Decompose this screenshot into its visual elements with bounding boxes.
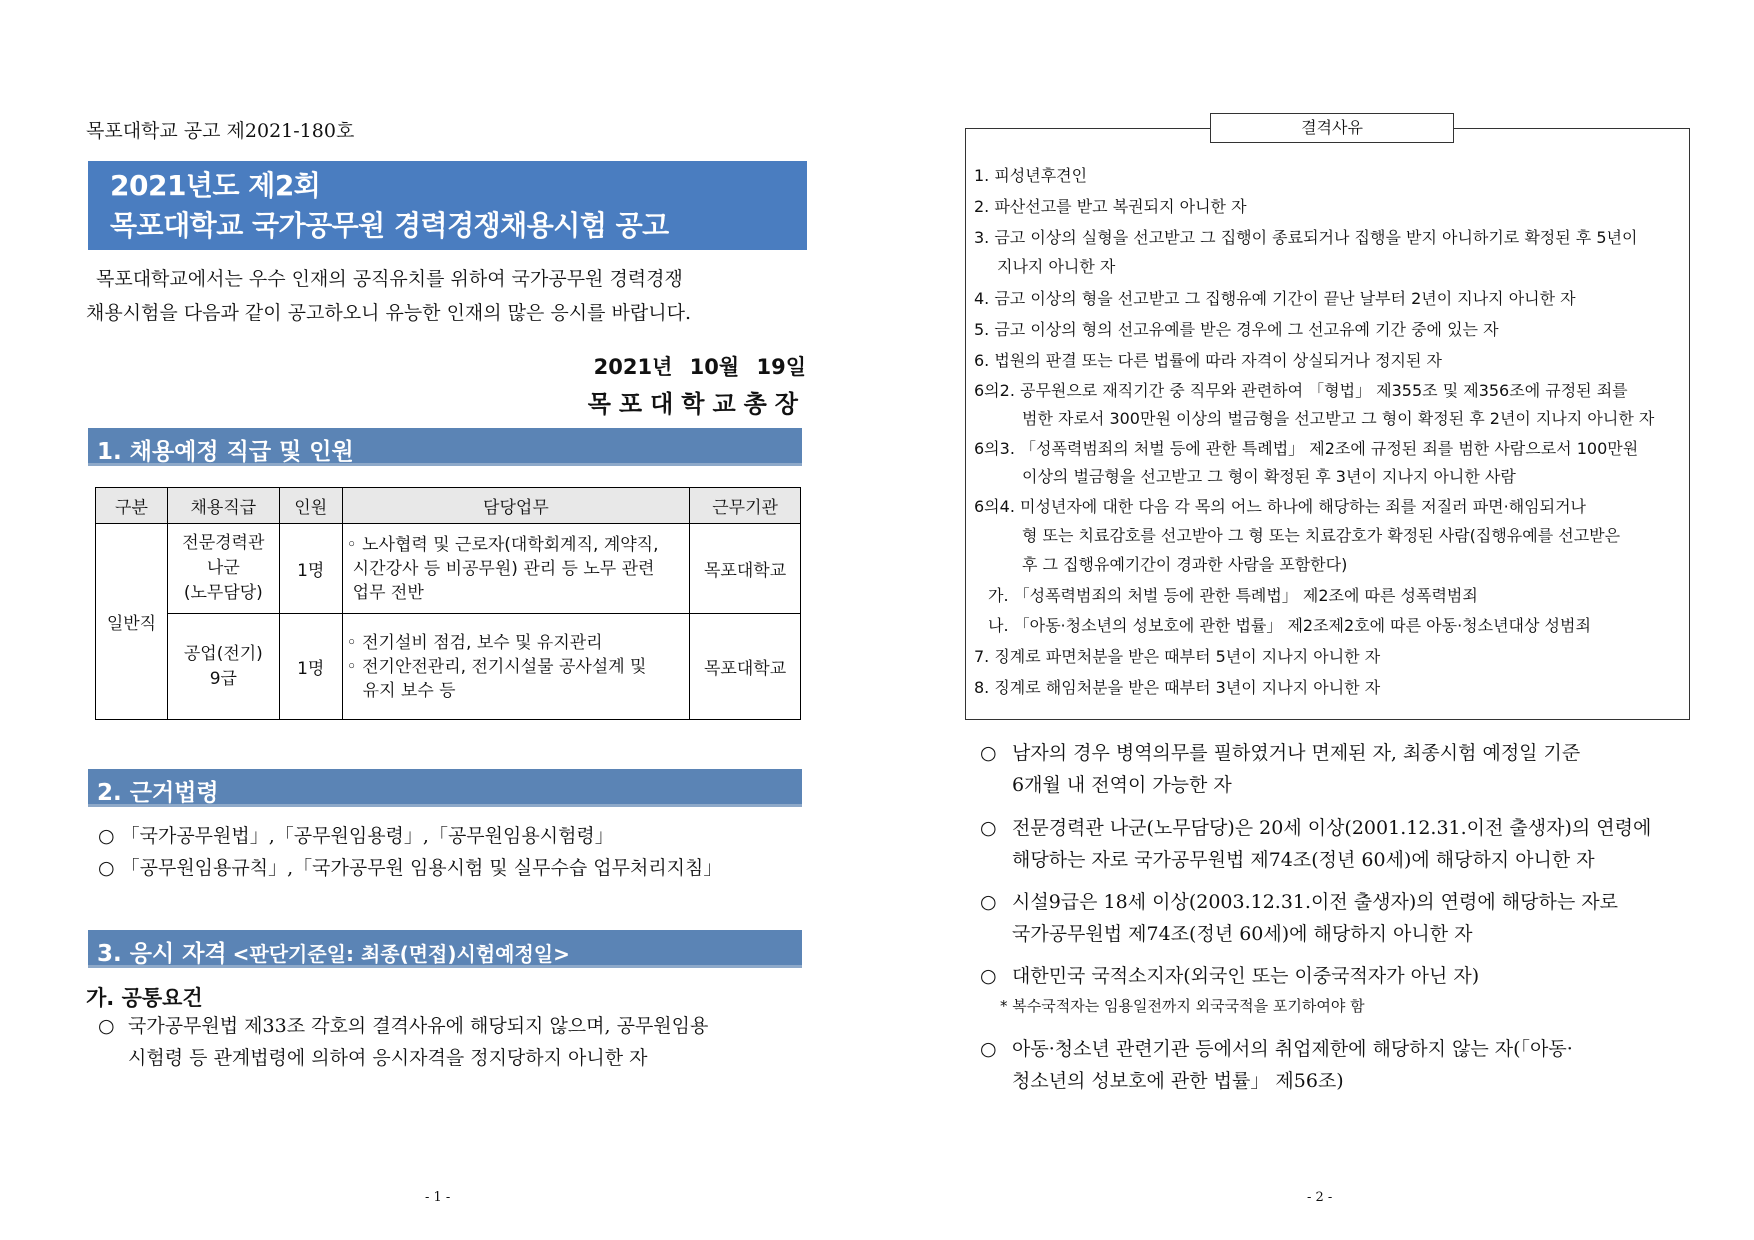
box-item: 4. 금고 이상의 형을 선고받고 그 집행유예 기간이 끝난 날부터 2년이 지나지 아니한 자 — [974, 289, 1576, 308]
table-header: 채용직급 — [167, 488, 279, 524]
subsection-a-title: 가. 공통요건 — [86, 986, 203, 1010]
intro-line-1: 목포대학교에서는 우수 인재의 공직유치를 위하여 국가공무원 경력경쟁 — [96, 268, 683, 290]
intro-paragraph — [86, 262, 806, 330]
age2-line-1: 시설9급은 18세 이상(2003.12.31.이전 출생자)의 연령에 해당하는 자로 — [1012, 891, 1618, 913]
box-item: 6의4. 미성년자에 대한 다음 각 목의 어느 하나에 해당하는 죄를 저질러 파면·해임되거나 — [974, 497, 1586, 516]
announcement-date: 2021년 10월 19일 — [593, 355, 806, 379]
count-cell: 1명 — [279, 524, 342, 614]
table-row — [96, 614, 801, 720]
box-item: 6의3. 「성폭력범죄의 처벌 등에 관한 특례법」 제2조에 규정된 죄를 범한 사람으로서 100만원 — [974, 439, 1639, 458]
box-item: 8. 징계로 해임처분을 받은 때부터 3년이 지나지 아니한 자 — [974, 678, 1381, 697]
section-1-header — [88, 428, 802, 466]
disqualification-box — [965, 128, 1690, 720]
child-line-1: 아동·청소년 관련기관 등에서의 취업제한에 해당하지 않는 자(「아동· — [1012, 1038, 1573, 1060]
grade-cell — [167, 524, 279, 614]
bullet: ○ — [980, 965, 997, 987]
age2-line-2: 국가공무원법 제74조(정년 60세)에 해당하지 아니한 자 — [1012, 923, 1473, 945]
grade-line: (노무담당) — [183, 583, 263, 603]
box-item: 1. 피성년후견인 — [974, 166, 1088, 185]
table-row — [96, 524, 801, 614]
duties-cell — [342, 614, 689, 720]
military-line-2: 6개월 내 전역이 가능한 자 — [1012, 774, 1232, 796]
duty-line: ◦ 노사협력 및 근로자(대학회계직, 계약직, — [346, 534, 659, 555]
table-header: 근무기관 — [690, 488, 801, 524]
box-item: 7. 징계로 파면처분을 받은 때부터 5년이 지나지 아니한 자 — [974, 647, 1381, 666]
military-line-1: 남자의 경우 병역의무를 필하였거나 면제된 자, 최종시험 예정일 기준 — [1012, 742, 1581, 764]
table-header: 담당업무 — [342, 488, 689, 524]
law-item: ○ 「공무원임용규칙」,「국가공무원 임용시험 및 실무수습 업무처리지침」 — [98, 857, 723, 879]
box-item: 후 그 집행유예기간이 경과한 사람을 포함한다) — [1022, 555, 1348, 574]
box-item: 가. 「성폭력범죄의 처벌 등에 관한 특례법」 제2조에 따른 성폭력범죄 — [988, 586, 1478, 605]
child-protection-requirement — [980, 1033, 1690, 1097]
duty-line: 시간강사 등 비공무원) 관리 등 노무 관련 — [352, 558, 655, 579]
common-requirement — [98, 1010, 808, 1074]
grade-line: 나군 — [206, 558, 240, 578]
page-number-1: - 1 - — [425, 1190, 451, 1205]
child-line-2: 청소년의 성보호에 관한 법률」 제56조) — [1012, 1070, 1344, 1092]
title-banner — [88, 161, 807, 250]
bullet: ○ — [98, 1015, 115, 1037]
table-header: 인원 — [279, 488, 342, 524]
count-cell: 1명 — [279, 614, 342, 720]
duties-cell — [342, 524, 689, 614]
box-item: 6. 법원의 판결 또는 다른 법률에 따라 자격이 상실되거나 정지된 자 — [974, 351, 1442, 370]
table-header: 구분 — [96, 488, 168, 524]
bullet: ○ — [980, 817, 997, 839]
age-requirement-2 — [980, 886, 1690, 950]
box-item: 3. 금고 이상의 실형을 선고받고 그 집행이 종료되거나 집행을 받지 아니하기로 확정된 후 5년이 — [974, 228, 1638, 247]
section-3-subtitle: <판단기준일: 최종(면접)시험예정일> — [232, 942, 570, 966]
title-line-1: 2021년도 제2회 — [110, 169, 321, 202]
title-line-2: 목포대학교 국가공무원 경력경쟁채용시험 공고 — [110, 209, 669, 242]
age1-line-1: 전문경력관 나군(노무담당)은 20세 이상(2001.12.31.이전 출생자)의 연령에 — [1012, 817, 1652, 839]
box-title: 결격사유 — [1210, 113, 1454, 143]
box-item: 5. 금고 이상의 형의 선고유예를 받은 경우에 그 선고유예 기간 중에 있는 자 — [974, 320, 1499, 339]
common-line-1: 국가공무원법 제33조 각호의 결격사유에 해당되지 않으며, 공무원임용 — [128, 1015, 709, 1037]
bullet: ○ — [980, 1038, 997, 1060]
section-2-title: 2. 근거법령 — [97, 780, 219, 806]
category-cell: 일반직 — [96, 524, 168, 720]
box-item: 형 또는 치료감호를 선고받아 그 형 또는 치료감호가 확정된 사람(집행유예를 선고받은 — [1022, 526, 1621, 545]
box-item: 지나지 아니한 자 — [997, 257, 1116, 276]
duty-line: 유지 보수 등 — [362, 680, 456, 701]
section-3-title: 3. 응시 자격 — [97, 941, 227, 967]
grade-line: 공업(전기) — [183, 643, 263, 664]
military-requirement — [980, 737, 1690, 801]
table-header-row — [96, 488, 801, 524]
box-item: 이상의 벌금형을 선고받고 그 형이 확정된 후 3년이 지나지 아니한 사람 — [1022, 467, 1516, 486]
signer: 목포대학교총장 — [587, 390, 806, 418]
common-line-2: 시험령 등 관계법령에 의하여 응시자격을 정지당하지 아니한 자 — [128, 1047, 648, 1069]
duty-line: 업무 전반 — [352, 582, 424, 603]
duty-line: ◦ 전기설비 점검, 보수 및 유지관리 — [346, 632, 603, 653]
intro-line-2: 채용시험을 다음과 같이 공고하오니 유능한 인재의 많은 응시를 바랍니다. — [86, 302, 691, 324]
dual-nationality-note: * 복수국적자는 임용일전까지 외국국적을 포기하여야 함 — [1000, 997, 1365, 1015]
box-item: 나. 「아동·청소년의 성보호에 관한 법률」 제2조제2호에 따른 아동·청소년대상 성범죄 — [988, 616, 1591, 635]
grade-line: 9급 — [209, 668, 237, 689]
box-item: 2. 파산선고를 받고 복권되지 아니한 자 — [974, 197, 1247, 216]
notice-number: 목포대학교 공고 제2021-180호 — [86, 120, 355, 142]
law-item: ○ 「국가공무원법」,「공무원임용령」,「공무원임용시험령」 — [98, 825, 614, 847]
grade-cell — [167, 614, 279, 720]
positions-table — [95, 487, 801, 720]
section-3-header — [88, 930, 802, 968]
section-1-title: 1. 채용예정 직급 및 인원 — [97, 439, 354, 465]
page-number-2: - 2 - — [1307, 1190, 1333, 1205]
nationality-text: 대한민국 국적소지자(외국인 또는 이중국적자가 아닌 자) — [1012, 965, 1480, 987]
bullet: ○ — [980, 742, 997, 764]
laws-list — [98, 820, 722, 884]
institution-cell: 목포대학교 — [690, 614, 801, 720]
nationality-requirement — [980, 960, 1690, 1020]
age1-line-2: 해당하는 자로 국가공무원법 제74조(정년 60세)에 해당하지 아니한 자 — [1012, 849, 1595, 871]
institution-cell: 목포대학교 — [690, 524, 801, 614]
section-2-header — [88, 769, 802, 807]
duty-line: ◦ 전기안전관리, 전기시설물 공사설계 및 — [346, 656, 647, 677]
age-requirement-1 — [980, 812, 1690, 876]
bullet: ○ — [980, 891, 997, 913]
box-item: 범한 자로서 300만원 이상의 벌금형을 선고받고 그 형이 확정된 후 2년이 지나지 아니한 자 — [1022, 409, 1655, 428]
box-item: 6의2. 공무원으로 재직기간 중 직무와 관련하여 「형법」 제355조 및 제356조에 규정된 죄를 — [974, 381, 1628, 400]
grade-line: 전문경력관 — [182, 533, 265, 553]
